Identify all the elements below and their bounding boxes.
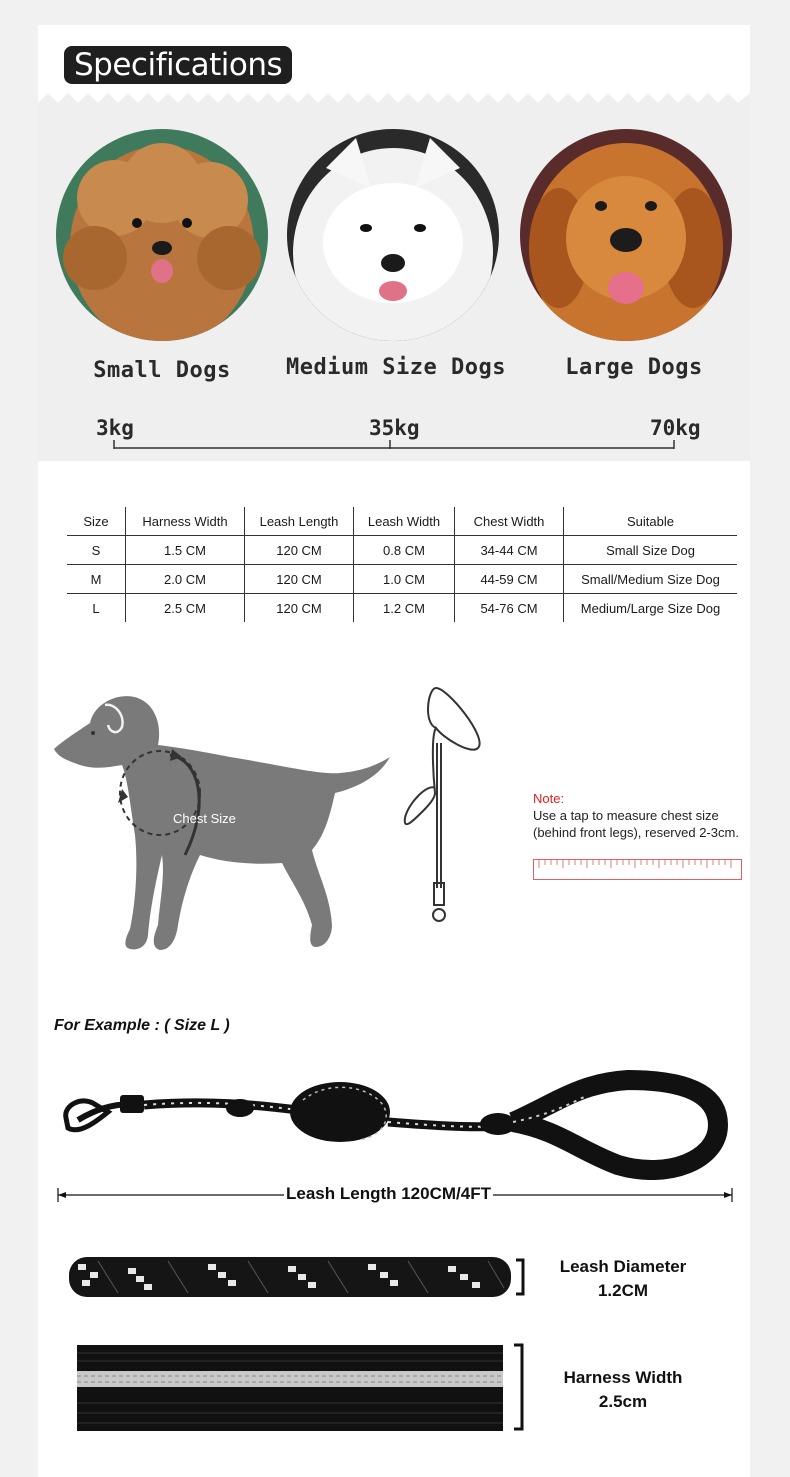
cell: 120 CM [245, 594, 354, 623]
chest-size-label: Chest Size [173, 811, 236, 826]
webbing-swatch-icon [76, 1343, 536, 1433]
cell: 34-44 CM [455, 536, 564, 565]
cell: 120 CM [245, 536, 354, 565]
cell: M [67, 565, 126, 594]
rope-swatch-icon [68, 1256, 528, 1298]
cell: 0.8 CM [354, 536, 455, 565]
cell: 2.5 CM [126, 594, 245, 623]
table-row [67, 594, 737, 623]
golden-retriever-photo-icon [519, 128, 733, 342]
table-row [67, 565, 737, 594]
leash-length-label: Leash Length 120CM/4FT [286, 1184, 491, 1203]
table-header-row [67, 507, 737, 536]
harness-caption [538, 1366, 708, 1414]
diameter-value: 1.2CM [597, 1281, 649, 1300]
diameter-caption [538, 1255, 708, 1303]
header-suitable: Suitable [564, 507, 738, 536]
cell: Small Size Dog [564, 536, 738, 565]
weight-mid: 35kg [369, 416, 420, 440]
cell: 1.2 CM [354, 594, 455, 623]
header-chest-width: Chest Width [455, 507, 564, 536]
weight-max: 70kg [650, 416, 701, 440]
header-leash-width: Leash Width [354, 507, 455, 536]
dog-silhouette-icon [50, 685, 395, 960]
cell: Medium/Large Size Dog [564, 594, 738, 623]
harness-title: Harness Width [563, 1368, 683, 1387]
samoyed-photo-icon [286, 128, 500, 342]
table-row [67, 536, 737, 565]
cell: 1.0 CM [354, 565, 455, 594]
diameter-title: Leash Diameter [559, 1257, 687, 1276]
dog-label-small: Small Dogs [93, 358, 231, 383]
cell: 120 CM [245, 565, 354, 594]
cell: 2.0 CM [126, 565, 245, 594]
cell: S [67, 536, 126, 565]
poodle-photo-icon [55, 128, 269, 342]
note-text: Use a tap to measure chest size (behind front legs), reserved 2-3cm. [533, 808, 739, 840]
cell: L [92, 600, 100, 616]
example-title: For Example : ( Size L ) [54, 1017, 230, 1034]
note-title: Note: [533, 791, 565, 806]
cell: 54-76 CM [455, 594, 564, 623]
cell: 44-59 CM [455, 565, 564, 594]
weight-min: 3kg [96, 416, 134, 440]
specifications-badge: Specifications [64, 46, 292, 84]
measuring-tape-icon [533, 859, 743, 881]
spec-page [38, 25, 750, 1477]
cell: Small/Medium Size Dog [564, 565, 738, 594]
size-table [67, 507, 737, 622]
cell: 1.5 CM [126, 536, 245, 565]
leash-photo-icon [58, 1060, 738, 1180]
leash-outline-icon [393, 683, 493, 933]
header-leash-length: Leash Length [245, 507, 354, 536]
harness-value: 2.5cm [598, 1392, 648, 1411]
dog-label-large: Large Dogs [565, 355, 703, 380]
dog-label-medium: Medium Size Dogs [286, 355, 506, 380]
header-harness-width: Harness Width [126, 507, 245, 536]
header-size: Size [67, 507, 126, 536]
